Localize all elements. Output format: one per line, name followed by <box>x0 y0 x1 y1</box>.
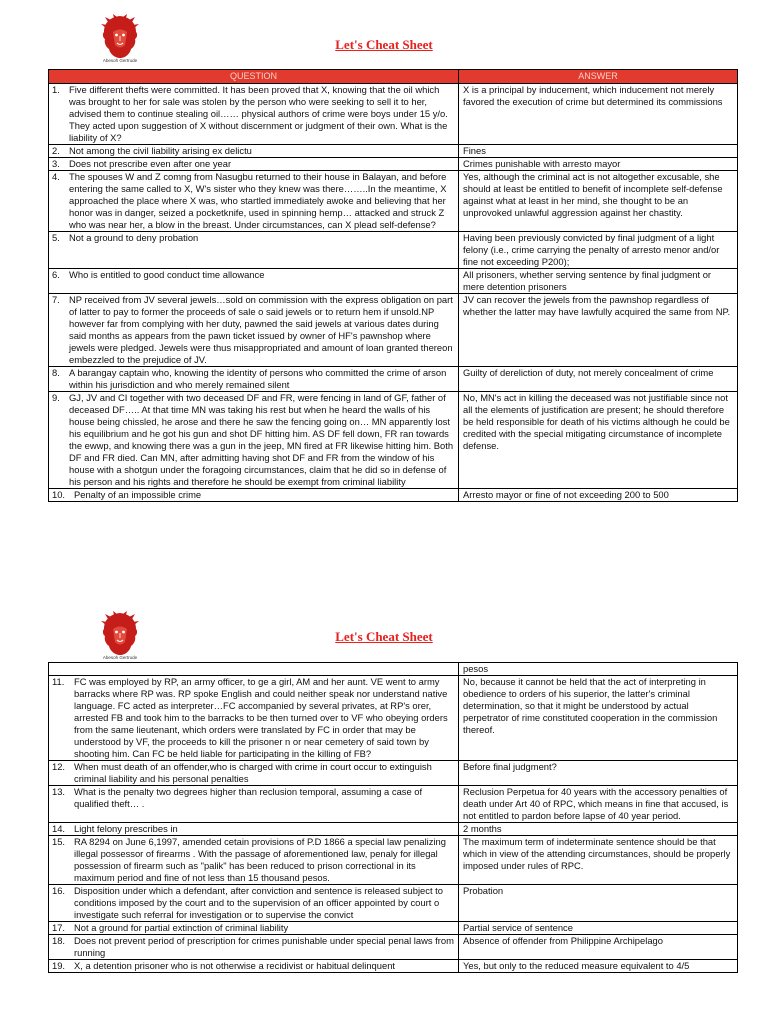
question-text: Not among the civil liability arising ex delictu <box>69 145 252 156</box>
question-cell <box>49 269 459 294</box>
answer-cell: Yes, but only to the reduced measure equivalent to 4/5 <box>459 960 738 973</box>
table-row <box>49 960 738 973</box>
table-row <box>49 294 738 367</box>
question-number: 1. <box>52 84 60 95</box>
question-text: What is the penalty two degrees higher than reclusion temporal, assuming a case of qualified theft… . <box>74 786 423 809</box>
question-text: Penalty of an impossible crime <box>74 489 202 500</box>
question-text: RA 8294 on June 6,1997, amended cetain provisions of P.D 1866 a special law penalizing illegal possessor of firearms . With the passage of aforementioned law, penaly for illegal possession of firearm such as "palik" has been reduced to prison correctional in its maximum period and fine of not less than 15 thousand pesos. <box>74 836 446 883</box>
qa-table <box>48 662 738 973</box>
table-row <box>49 392 738 489</box>
question-text: Does not prevent period of prescription for crimes punishable under special penal laws from running <box>74 935 454 958</box>
table-row <box>49 836 738 885</box>
logo-caption: Abesoh Gertrude <box>102 655 138 660</box>
question-cell <box>49 145 459 158</box>
answer-cell: The maximum term of indeterminate sentence should be that which in view of the attending circumstances, should be properly imposed under rules of RPC. <box>459 836 738 885</box>
question-cell <box>49 960 459 973</box>
question-cell <box>49 823 459 836</box>
question-cell <box>49 489 459 502</box>
answer-cell: JV can recover the jewels from the pawnshop regardless of whether the latter may have lawfully acquired the same from NP. <box>459 294 738 367</box>
answer-cell: 2 months <box>459 823 738 836</box>
table-row <box>49 676 738 761</box>
question-cell <box>49 786 459 823</box>
answer-cell: Crimes punishable with arresto mayor <box>459 158 738 171</box>
answer-cell: Yes, although the criminal act is not altogether excusable, she should at least be entitled to benefit of incomplete self-defense against what at least in her mind, she thought to be an unprovoked unlawful aggression against her chastity. <box>459 171 738 232</box>
question-text: Not a ground for partial extinction of criminal liability <box>74 922 289 933</box>
question-number: 3. <box>52 158 60 169</box>
question-cell <box>49 171 459 232</box>
table-row <box>49 761 738 786</box>
answer-cell: Probation <box>459 885 738 922</box>
question-cell <box>49 392 459 489</box>
table-row <box>49 145 738 158</box>
question-number: 12. <box>52 761 66 772</box>
question-cell <box>49 367 459 392</box>
question-cell <box>49 836 459 885</box>
question-number: 9. <box>52 392 60 403</box>
table-row <box>49 367 738 392</box>
question-number: 5. <box>52 232 60 243</box>
table-row <box>49 663 738 676</box>
question-number: 2. <box>52 145 60 156</box>
table-row <box>49 84 738 145</box>
question-text: When must death of an offender,who is charged with crime in court occur to extinguish criminal liability and his personal penalties <box>74 761 432 784</box>
page-2 <box>0 600 768 1024</box>
answer-cell: Reclusion Perpetua for 40 years with the accessory penalties of death under Art 40 of RPC, which means in fine that accused, is not entitled to pardon before lapse of 40 year period. <box>459 786 738 823</box>
answer-cell: X is a principal by inducement, which inducement not merely favored the execution of crime but determined its commissions <box>459 84 738 145</box>
table-row <box>49 786 738 823</box>
question-number: 11. <box>52 676 65 687</box>
question-number: 13. <box>52 786 66 797</box>
question-cell <box>49 84 459 145</box>
page-title: Let's Cheat Sheet <box>335 37 433 52</box>
question-number: 7. <box>52 294 60 305</box>
page-title: Let's Cheat Sheet <box>335 629 433 644</box>
answer-cell: Guilty of dereliction of duty, not merely concealment of crime <box>459 367 738 392</box>
question-cell <box>49 232 459 269</box>
question-number: 10. <box>52 489 66 500</box>
table-row <box>49 489 738 502</box>
question-number: 4. <box>52 171 60 182</box>
question-text: FC was employed by RP, an army officer, to ge a girl, AM and her aunt. VE went to army barracks where RP was. RP spoke English and could neither speak nor understand native language. FC acted as interpreter…FC accompanied by several privates, at RP's orer, arrested FB and took him to the barracks to be then turned over to VF who obeying orders from the same lieutenant, which orders were translated by FC in order that may be understood by VF, the proceeds to kill the prisoner n or near cemetery of said town by shooting him. Can FC be held liable for participating in the killing of FB? <box>74 676 448 759</box>
question-text: Who is entitled to good conduct time allowance <box>69 269 265 280</box>
answer-header: ANSWER <box>459 70 738 84</box>
answer-cell: Having been previously convicted by final judgment of a light felony (i.e., crime carrying the penalty of arresto menor and/or fine not exceeding P200); <box>459 232 738 269</box>
table-row <box>49 171 738 232</box>
question-cell <box>49 158 459 171</box>
table-row <box>49 158 738 171</box>
answer-cell: No, MN's act in killing the deceased was not justifiable since not all the elements of justification are present; he should therefore be held responsible for death of his victims although he could be credited with the special mitigating circumstance of incomplete defense. <box>459 392 738 489</box>
question-number: 19. <box>52 960 66 971</box>
question-cell <box>49 922 459 935</box>
question-text: A barangay captain who, knowing the identity of persons who committed the crime of arson within his jurisdiction and who merely remained silent <box>69 367 447 390</box>
answer-cell: Partial service of sentence <box>459 922 738 935</box>
question-cell <box>49 885 459 922</box>
question-cell <box>49 935 459 960</box>
question-text: NP received from JV several jewels…sold on commission with the express obligation on part of latter to pay to former the proceeds of sale o said jewels or to return hem if unsold.NP however far from complying with her duty, pawned the said jewels at various dates during said months as appears from the pawn ticket issued by owner of HF's pawnshop where jewels were pledged. Jewels were thus misappropriated and amount of loan granted thereon embezzled to the prejudice of JV. <box>69 294 453 365</box>
question-cell <box>49 294 459 367</box>
qa-table <box>48 69 738 502</box>
question-text: Not a ground to deny probation <box>69 232 199 243</box>
question-number: 8. <box>52 367 60 378</box>
table-row <box>49 269 738 294</box>
table-row <box>49 935 738 960</box>
question-number: 16. <box>52 885 66 896</box>
answer-cell: All prisoners, whether serving sentence by final judgment or mere detention prisoners <box>459 269 738 294</box>
question-number: 14. <box>52 823 66 834</box>
question-cell <box>49 761 459 786</box>
question-number: 18. <box>52 935 66 946</box>
question-header: QUESTION <box>49 70 459 84</box>
question-text: Disposition under which a defendant, after conviction and sentence is released subject to conditions imposed by the court and to the supervision of an officer appointed by court o investigate such referral for investigation or to supervise the convict <box>74 885 443 920</box>
answer-cell: pesos <box>459 663 738 676</box>
logo-caption: Abesoh Gertrude <box>102 58 138 63</box>
table-header-row <box>49 70 738 84</box>
table-row <box>49 232 738 269</box>
question-text: Light felony prescribes in <box>74 823 178 834</box>
answer-cell: Fines <box>459 145 738 158</box>
question-number: 15. <box>52 836 66 847</box>
question-cell <box>49 663 459 676</box>
question-text: X, a detention prisoner who is not otherwise a recidivist or habitual delinquent <box>74 960 396 971</box>
table-row <box>49 922 738 935</box>
table-row <box>49 885 738 922</box>
question-text: Does not prescribe even after one year <box>69 158 232 169</box>
question-text: GJ, JV and CI together with two deceased DF and FR, were fencing in land of GF, father of deceased DF….. At that time MN was taking his rest but when he heard the walls of his house being chissled, he arose and there he saw the fencing going on… MN apparently lost his equilibrium and he got his gun and shot DF hitting him. AS DF fell down, FR ran towards the ewwp, and knowing there was a gun in the jeep, MN fired at FR likewise hitting him. Both DF and FR died. Can MN, after admitting having shot DF and FR from the window of his house with a shotgun under the foragoing circumstances, claim that he did so in defense of his person and his rights and therefore he should be exempt from criminal liability <box>69 392 454 487</box>
answer-cell: No, because it cannot be held that the act of interpreting in obedience to orders of his superior, the latter's criminal determination, so that it might be understood by actual perpetrator of rime constituted cooperation in the commission thereof. <box>459 676 738 761</box>
answer-cell: Before final judgment? <box>459 761 738 786</box>
question-text: Five different thefts were committed. It has been proved that X, knowing that the oil which was brought to her for sale was stolen by the person who were seeking to sell it to her, advised them to continue stealing oil…… physical authors of crime were boys under 15 y/o. They acted upon suggestion of X without discernment or judgment of their own. What is the liability of X? <box>69 84 448 143</box>
answer-cell: Absence of offender from Philippine Archipelago <box>459 935 738 960</box>
question-text: The spouses W and Z comng from Nasugbu returned to their house in Balayan, and before entering the same called to X, W's sister who they knew was there……..In the meantime, X approached the place where X was, who startled immediately awoke and believing that her honor was in danger, seized a pocketknife, used in spinning hemp… attacked and struck Z who was near her, a blow in the breast. Under circumstances, can X plead self-defense? <box>69 171 447 230</box>
answer-cell: Arresto mayor or fine of not exceeding 200 to 500 <box>459 489 738 502</box>
question-number: 6. <box>52 269 60 280</box>
question-number: 17. <box>52 922 66 933</box>
table-row <box>49 823 738 836</box>
question-cell <box>49 676 459 761</box>
